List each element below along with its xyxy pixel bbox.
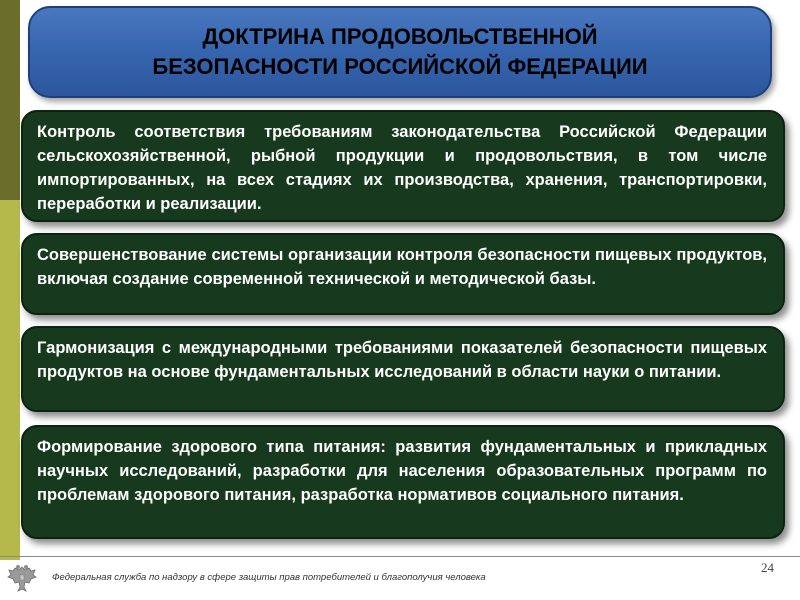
slide-title-box xyxy=(28,6,772,98)
content-box-text: Формирование здорового типа питания: развития фундаментальных и прикладных научных исследований, разработки для населения образовательных программ по проблемам здорового питания, разработка нормативов социального питания. xyxy=(37,438,767,504)
footer-divider xyxy=(0,556,800,557)
left-decor-strip xyxy=(0,0,20,560)
page-number: 24 xyxy=(761,560,774,575)
content-box-2 xyxy=(21,233,785,315)
footer-organization-text: Федеральная служба по надзору в сфере защиты прав потребителей и благополучия человека xyxy=(52,572,486,583)
left-strip-light-segment xyxy=(0,200,20,560)
content-box-3 xyxy=(21,326,785,412)
double-headed-eagle-emblem-icon xyxy=(4,561,40,597)
slide-title-line2: БЕЗОПАСНОСТИ РОССИЙСКОЙ ФЕДЕРАЦИИ xyxy=(152,54,648,79)
slide-title-line1: ДОКТРИНА ПРОДОВОЛЬСТВЕННОЙ xyxy=(202,24,598,49)
content-box-4 xyxy=(21,425,785,539)
left-strip-dark-segment xyxy=(0,0,20,200)
content-box-text: Гармонизация с международными требованиями показателей безопасности пищевых продуктов на основе фундаментальных исследований в области науки о питании. xyxy=(37,339,767,381)
content-box-text: Контроль соответствия требованиям законодательства Российской Федерации сельскохозяйственной, рыбной продукции и продовольствия, в том числе импортированных, на всех стадиях их производства, хранения, транспортировки, переработки и реализации. xyxy=(37,123,767,213)
content-box-text: Совершенствование системы организации контроля безопасности пищевых продуктов, включая создание современной технической и методической базы. xyxy=(37,246,767,288)
content-box-1 xyxy=(21,110,785,222)
